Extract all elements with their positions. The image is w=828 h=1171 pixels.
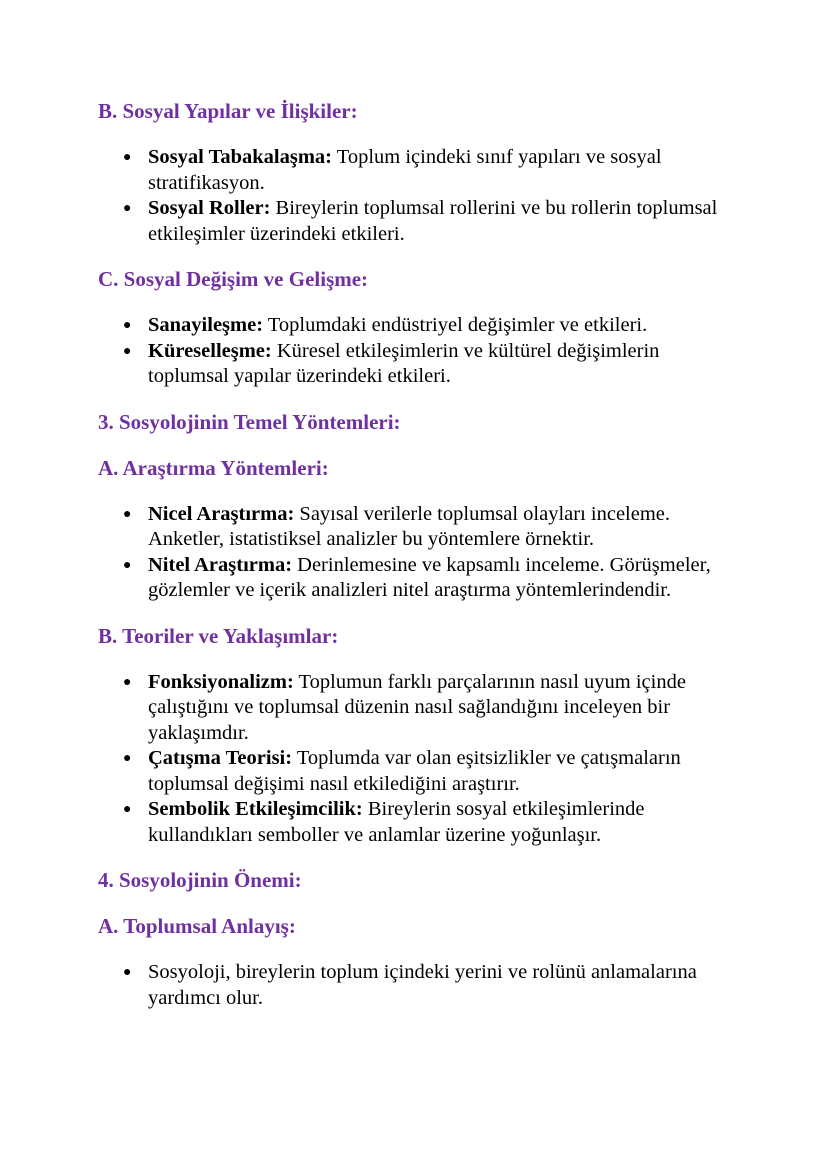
section-heading-toplumsal-anlayis: A. Toplumsal Anlayış:: [98, 914, 296, 938]
section-heading-sosyal-degisim: C. Sosyal Değişim ve Gelişme:: [98, 267, 369, 291]
document-page: [98, 98, 738, 1011]
bullet-icon: ●: [123, 318, 132, 333]
bullet-list-arastirma-yontemleri: [98, 502, 738, 604]
list-item: [98, 313, 738, 339]
bullet-list-toplumsal-anlayis: [98, 960, 738, 1011]
list-item-text: Toplumdaki endüstriyel değişimler ve etkileri.: [263, 314, 648, 336]
bullet-icon: ●: [123, 751, 132, 766]
list-item-term: Çatışma Teorisi:: [148, 747, 293, 769]
bullet-icon: ●: [123, 674, 132, 690]
list-item-text: Toplumun farklı parçalarının nasıl uyum içinde çalıştığını ve toplumsal düzenin nasıl sağlandığını inceleyen bir yaklaşımdır.: [148, 670, 686, 744]
list-item: [98, 797, 738, 848]
section-heading-sosyolojinin-onemi: 4. Sosyolojinin Önemi:: [98, 868, 302, 892]
list-item-text: Bireylerin toplumsal rollerini ve bu rollerin toplumsal etkileşimler üzerindeki etkileri.: [148, 197, 718, 245]
list-item: [98, 553, 738, 604]
section-heading-sosyal-yapilar: B. Sosyal Yapılar ve İlişkiler:: [98, 99, 358, 123]
list-item-text: Toplumda var olan eşitsizlikler ve çatışmaların toplumsal değişimi nasıl etkilediğini araştırır.: [148, 747, 681, 795]
list-item-term: Sosyal Roller:: [148, 197, 271, 219]
list-item: [98, 960, 738, 1011]
bullet-icon: ●: [123, 557, 132, 573]
bullet-list-sosyal-degisim: [98, 313, 738, 390]
list-item-text: Sosyoloji, bireylerin toplum içindeki yerini ve rolünü anlamalarına yardımcı olur.: [148, 961, 697, 1009]
bullet-list-teoriler: [98, 670, 738, 849]
bullet-icon: ●: [123, 150, 132, 165]
bullet-list-sosyal-yapilar: [98, 145, 738, 247]
list-item-term: Fonksiyonalizm:: [148, 670, 294, 693]
list-item-text: Toplum içindeki sınıf yapıları ve sosyal stratifikasyon.: [148, 146, 662, 194]
list-item: [98, 196, 738, 247]
list-item-text: Derinlemesine ve kapsamlı inceleme. Görüşmeler, gözlemler ve içerik analizleri nitel araştırma yöntemlerindendir.: [148, 553, 711, 601]
list-item: [98, 145, 738, 196]
list-item-text: Sayısal verilerle toplumsal olayları inceleme. Anketler, istatistiksel analizler bu yöntemlere örnektir.: [148, 502, 671, 550]
section-heading-arastirma-yontemleri: A. Araştırma Yöntemleri:: [98, 455, 329, 480]
section-heading-temel-yontemler: 3. Sosyolojinin Temel Yöntemleri:: [98, 409, 401, 434]
list-item: [98, 502, 738, 553]
bullet-icon: ●: [123, 343, 132, 359]
bullet-icon: ●: [123, 965, 132, 980]
list-item: [98, 339, 738, 390]
list-item-term: Sosyal Tabakalaşma:: [148, 146, 332, 168]
list-item: [98, 746, 738, 797]
list-item-text: Küresel etkileşimlerin ve kültürel değişimlerin toplumsal yapılar üzerindeki etkileri.: [148, 339, 660, 387]
list-item-term: Sanayileşme:: [148, 314, 264, 336]
bullet-icon: ●: [123, 506, 132, 522]
list-item-term: Nicel Araştırma:: [148, 502, 295, 525]
section-heading-teoriler: B. Teoriler ve Yaklaşımlar:: [98, 623, 339, 648]
list-item-term: Sembolik Etkileşimcilik:: [148, 798, 363, 820]
list-item-term: Nitel Araştırma:: [148, 553, 293, 576]
list-item: [98, 670, 738, 747]
list-item-text: Bireylerin sosyal etkileşimlerinde kullandıkları semboller ve anlamlar üzerine yoğunlaşır.: [148, 798, 645, 846]
bullet-icon: ●: [123, 802, 132, 817]
bullet-icon: ●: [123, 201, 132, 216]
list-item-term: Küreselleşme:: [148, 339, 272, 362]
